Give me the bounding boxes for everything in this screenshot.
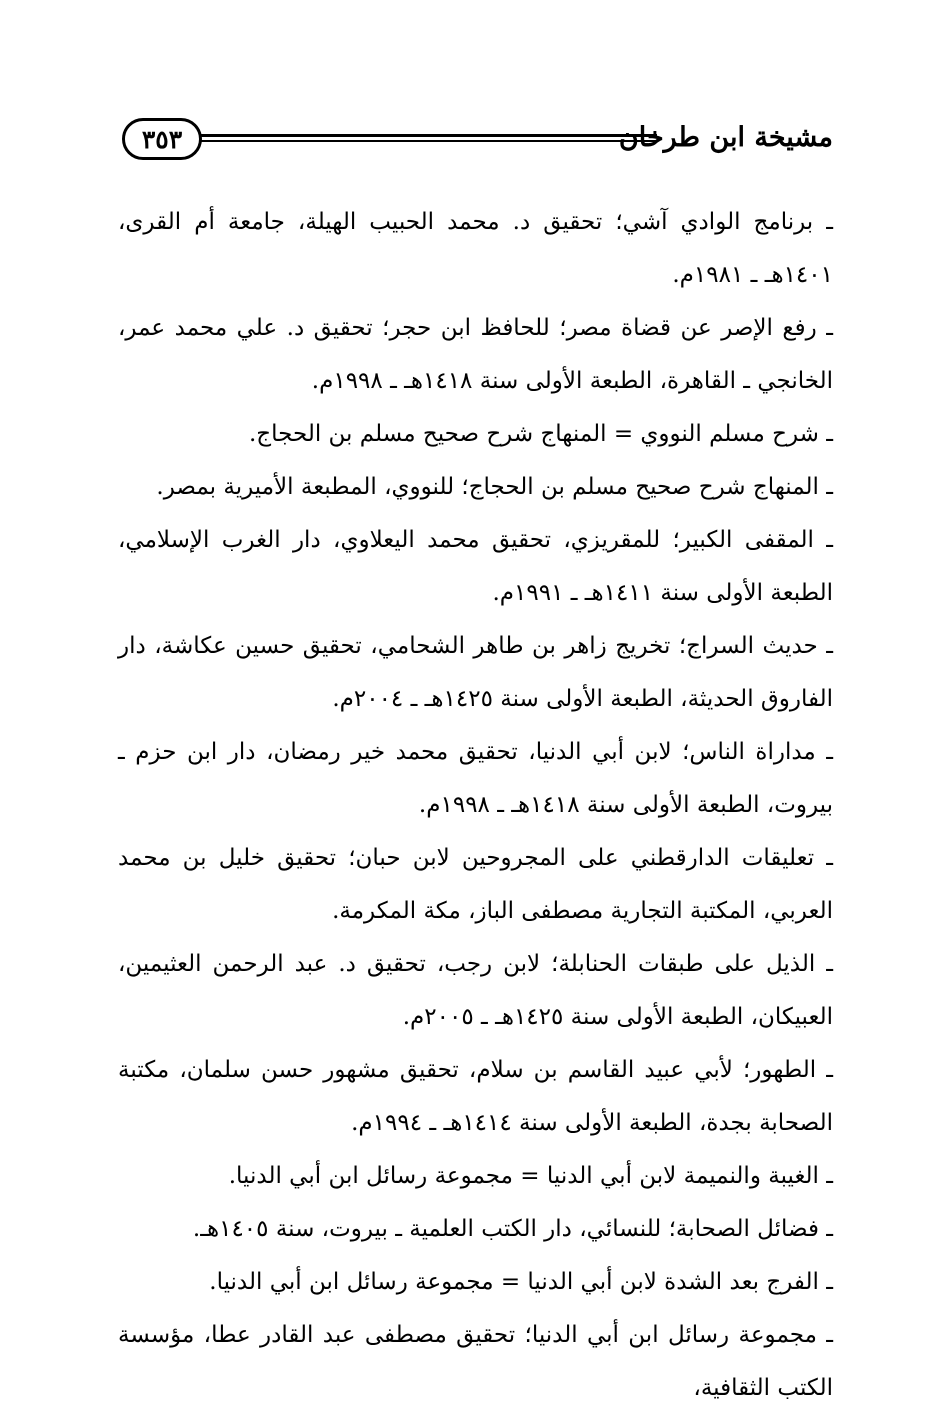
bibliography-entry: ـ مجموعة رسائل ابن أبي الدنيا؛ تحقيق مصطفى عبد القادر عطا، مؤسسة الكتب الثقافية،: [118, 1322, 833, 1401]
page-number: ٣٥٣: [141, 124, 183, 154]
page-number-badge: [122, 118, 202, 160]
bibliography-entry: ـ تعليقات الدارقطني على المجروحين لابن حبان؛ تحقيق خليل بن محمد العربي، المكتبة التجارية مصطفى الباز، مكة المكرمة.: [118, 845, 833, 924]
bibliography-list: [118, 196, 833, 1415]
page-header: [118, 116, 833, 164]
bibliography-entry: ـ شرح مسلم النووي = المنهاج شرح صحيح مسلم بن الحجاج.: [248, 421, 833, 447]
bibliography-entry: ـ الطهور؛ لأبي عبيد القاسم بن سلام، تحقيق مشهور حسن سلمان، مكتبة الصحابة بجدة، الطبعة الأولى سنة ١٤١٤هـ ـ ١٩٩٤م.: [118, 1057, 833, 1136]
bibliography-entry: ـ الغيبة والنميمة لابن أبي الدنيا = مجموعة رسائل ابن أبي الدنيا.: [228, 1163, 833, 1189]
bibliography-entry: ـ فضائل الصحابة؛ للنسائي، دار الكتب العلمية ـ بيروت، سنة ١٤٠٥هـ.: [192, 1216, 833, 1242]
bibliography-entry: ـ حديث السراج؛ تخريج زاهر بن طاهر الشحامي، تحقيق حسين عكاشة، دار الفاروق الحديثة، الطبعة الأولى سنة ١٤٢٥هـ ـ ٢٠٠٤م.: [118, 633, 833, 712]
running-title: مشيخة ابن طرخان: [618, 122, 833, 153]
bibliography-entry: ـ الفرج بعد الشدة لابن أبي الدنيا = مجموعة رسائل ابن أبي الدنيا.: [209, 1269, 833, 1295]
bibliography-entry: ـ المقفى الكبير؛ للمقريزي، تحقيق محمد اليعلاوي، دار الغرب الإسلامي، الطبعة الأولى سنة ١٤١١هـ ـ ١٩٩١م.: [118, 527, 833, 606]
bibliography-entry: ـ الذيل على طبقات الحنابلة؛ لابن رجب، تحقيق د. عبد الرحمن العثيمين، العبيكان، الطبعة الأولى سنة ١٤٢٥هـ ـ ٢٠٠٥م.: [118, 951, 833, 1030]
bibliography-entry: ـ برنامج الوادي آشي؛ تحقيق د. محمد الحبيب الهيلة، جامعة أم القرى، ١٤٠١هـ ـ ١٩٨١م.: [118, 209, 833, 288]
bibliography-entry: ـ رفع الإصر عن قضاة مصر؛ للحافظ ابن حجر؛ تحقيق د. علي محمد عمر، الخانجي ـ القاهرة، الطبعة الأولى سنة ١٤١٨هـ ـ ١٩٩٨م.: [118, 315, 833, 394]
bibliography-entry: ـ المنهاج شرح صحيح مسلم بن الحجاج؛ للنووي، المطبعة الأميرية بمصر.: [156, 474, 833, 500]
header-divider: [198, 134, 657, 142]
bibliography-entry: ـ مداراة الناس؛ لابن أبي الدنيا، تحقيق محمد خير رمضان، دار ابن حزم ـ بيروت، الطبعة الأولى سنة ١٤١٨هـ ـ ١٩٩٨م.: [118, 739, 833, 818]
